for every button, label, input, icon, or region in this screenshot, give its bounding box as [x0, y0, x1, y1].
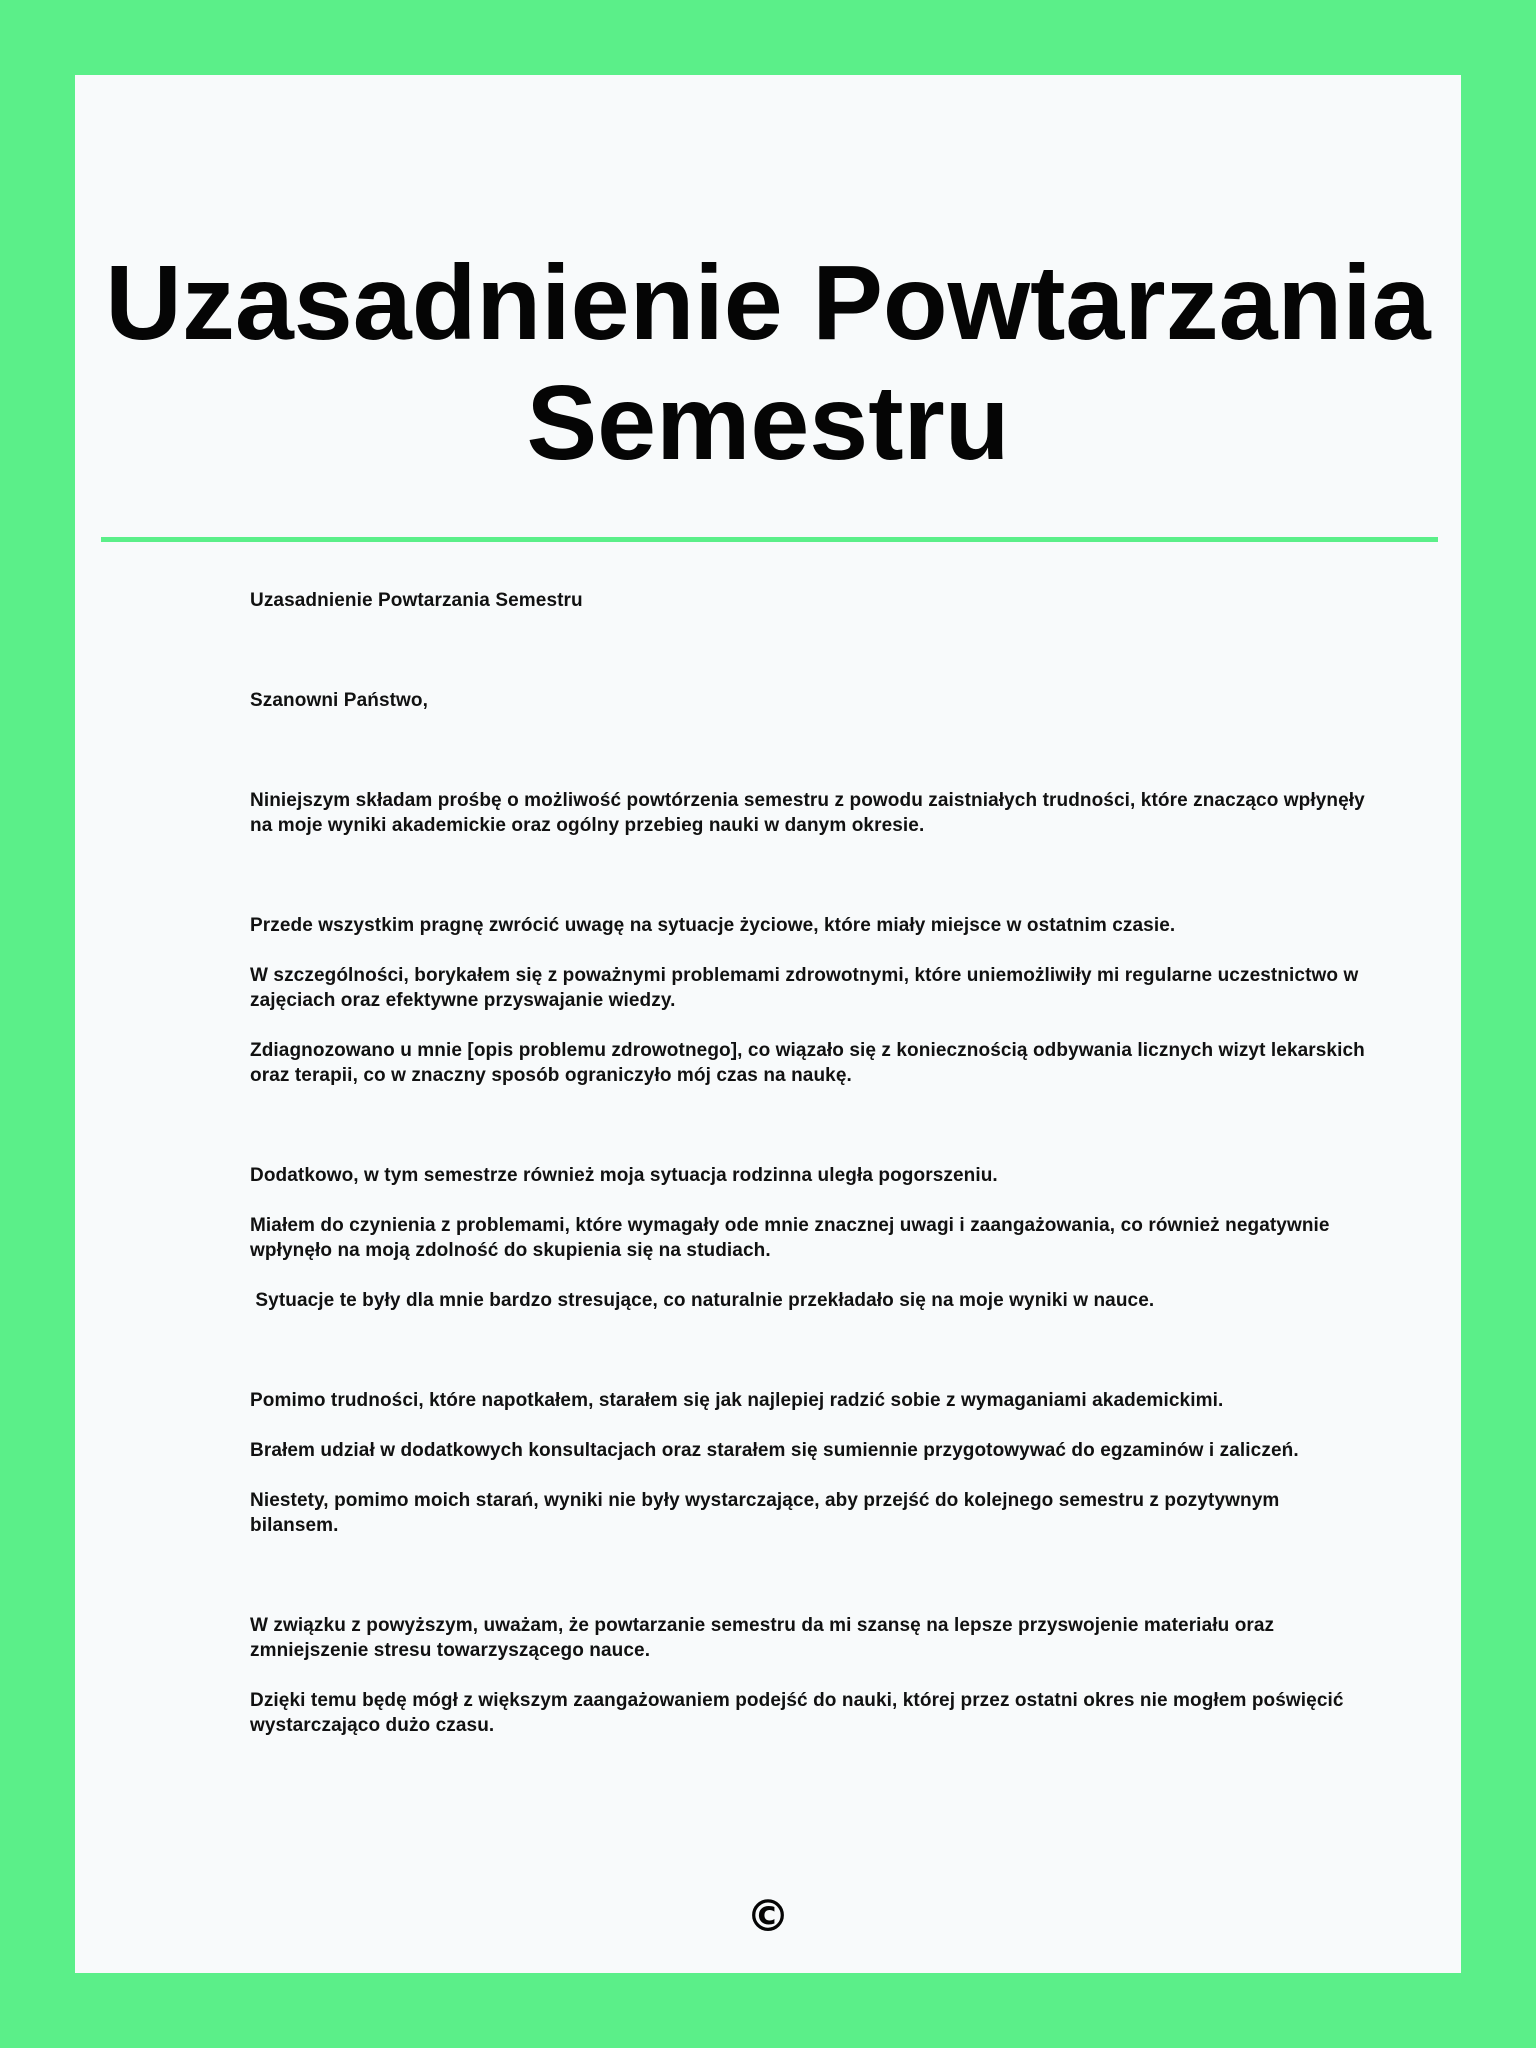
- letter-heading: Uzasadnienie Powtarzania Semestru: [250, 590, 583, 611]
- paragraph: Dodatkowo, w tym semestrze również moja sytuacja rodzinna uległa pogorszeniu.: [250, 1165, 998, 1186]
- spacer: [250, 1313, 1370, 1388]
- paragraph: Dzięki temu będę mógł z większym zaangażowaniem podejść do nauki, której przez ostatni okres nie mogłem poświęcić wystarczająco dużo czasu.: [250, 1690, 1344, 1736]
- paragraph: Przede wszystkim pragnę zwrócić uwagę na sytuacje życiowe, które miały miejsce w ostatnim czasie.: [250, 915, 1176, 936]
- spacer: [250, 1088, 1370, 1163]
- spacer: [250, 1538, 1370, 1613]
- spacer: [250, 1263, 1370, 1288]
- letter-body: [250, 588, 1370, 1738]
- paragraph: W szczególności, borykałem się z poważnymi problemami zdrowotnymi, które uniemożliwiły mi regularne uczestnictwo w zajęciach oraz efektywne przyswajanie wiedzy.: [250, 965, 1359, 1011]
- spacer: [250, 1413, 1370, 1438]
- paragraph: Zdiagnozowano u mnie [opis problemu zdrowotnego], co wiązało się z koniecznością odbywania licznych wizyt lekarskich oraz terapii, co w znaczny sposób ograniczyło mój czas na naukę.: [250, 1040, 1365, 1086]
- paragraph: Sytuacje te były dla mnie bardzo stresujące, co naturalnie przekładało się na moje wyniki w nauce.: [250, 1290, 1155, 1311]
- paragraph: Niniejszym składam prośbę o możliwość powtórzenia semestru z powodu zaistniałych trudności, które znacząco wpłynęły na moje wyniki akademickie oraz ogólny przebieg nauki w danym okresie.: [250, 790, 1365, 836]
- paragraph: Niestety, pomimo moich starań, wyniki nie były wystarczające, aby przejść do kolejnego semestru z pozytywnym bilansem.: [250, 1490, 1280, 1536]
- spacer: [250, 838, 1370, 913]
- paragraph: W związku z powyższym, uważam, że powtarzanie semestru da mi szansę na lepsze przyswojenie materiału oraz zmniejszenie stresu towarzyszącego nauce.: [250, 1615, 1275, 1661]
- paragraph: Brałem udział w dodatkowych konsultacjach oraz starałem się sumiennie przygotowywać do egzaminów i zaliczeń.: [250, 1440, 1299, 1461]
- paragraph: Miałem do czynienia z problemami, które wymagały ode mnie znacznej uwagi i zaangażowania, co również negatywnie wpłynęło na moją zdolność do skupienia się na studiach.: [250, 1215, 1330, 1261]
- page-title: Uzasadnienie Powtarzania Semestru: [105, 244, 1431, 482]
- spacer: [250, 1663, 1370, 1688]
- spacer: [250, 1463, 1370, 1488]
- spacer: [250, 713, 1370, 788]
- spacer: [250, 1013, 1370, 1038]
- copyright-icon: ©: [746, 1891, 790, 1942]
- document-page: [75, 75, 1461, 1973]
- title-divider: [101, 537, 1438, 542]
- spacer: [250, 938, 1370, 963]
- salutation: Szanowni Państwo,: [250, 690, 428, 711]
- spacer: [250, 613, 1370, 688]
- paragraph: Pomimo trudności, które napotkałem, starałem się jak najlepiej radzić sobie z wymaganiami akademickimi.: [250, 1390, 1224, 1411]
- spacer: [250, 1188, 1370, 1213]
